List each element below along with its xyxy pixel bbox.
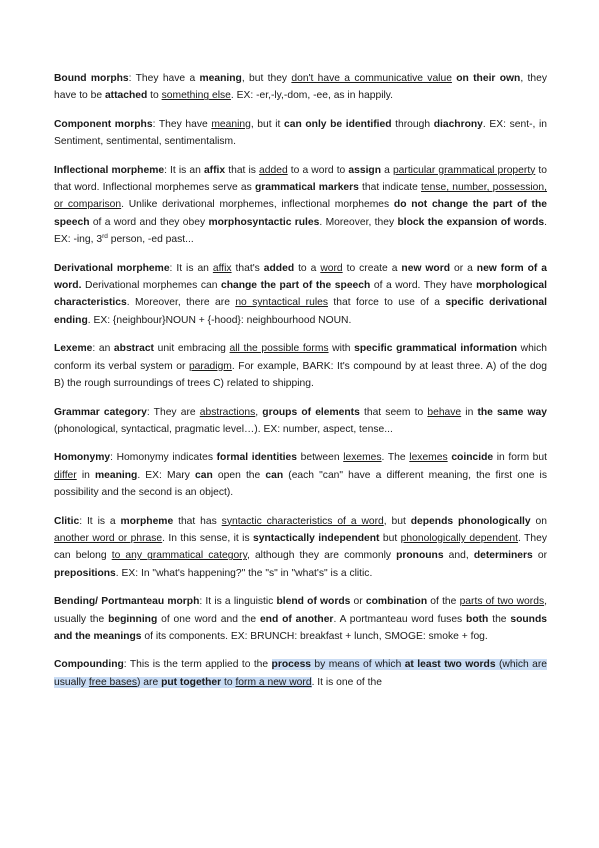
term-heading: Component morphs (54, 118, 153, 130)
text-run: in form but (493, 452, 547, 464)
text-run: . A portmanteau word fuses (333, 613, 467, 625)
text-run: depends phonologically (410, 515, 531, 527)
text-run: of a word and they obey (89, 216, 209, 228)
term-heading: Clitic (54, 515, 80, 527)
text-run: abstract (113, 343, 154, 355)
text-run: : It is a linguistic (199, 596, 277, 608)
text-run: particular grammatical property (392, 164, 536, 176)
term-heading: Bound morphs (54, 73, 129, 84)
text-run: . The (381, 452, 410, 464)
term-heading: Inflectional morpheme (54, 164, 165, 176)
text-run: through (391, 118, 434, 130)
definition-paragraph (54, 449, 547, 501)
text-run: end of another (259, 613, 334, 625)
text-run: at least two words (404, 659, 496, 671)
text-run: determiners (473, 550, 533, 562)
text-highlight[interactable] (235, 677, 311, 688)
text-run: . For example, BARK: It's compound by at least three. A) of the dog B) the rough surroundings of trees C) related to shipping. (54, 360, 548, 390)
text-run: that's (231, 262, 264, 274)
text-run: diachrony (433, 118, 483, 130)
text-run: , they have to be (54, 73, 547, 102)
text-run: : They have (152, 118, 212, 130)
text-run: added (259, 164, 288, 176)
definition-paragraph (54, 260, 547, 330)
text-run: word (320, 262, 343, 274)
term-heading: Derivational morpheme (54, 262, 170, 274)
text-highlight[interactable] (405, 659, 496, 670)
text-run: ) are (137, 676, 162, 688)
text-run: attached (104, 90, 148, 102)
definition-paragraph (54, 656, 547, 691)
text-run: and, (443, 550, 474, 562)
text-run: to (221, 676, 236, 688)
text-run: : It is an (164, 164, 204, 176)
text-run: both (466, 613, 489, 625)
text-run: person, -ed past... (107, 234, 194, 246)
text-run: to a word to (287, 164, 349, 176)
text-run: which conform its verbal system or (54, 343, 547, 372)
term-heading: Lexeme (54, 343, 93, 355)
definition-paragraph (54, 593, 547, 645)
text-run: . EX: {neighbour}NOUN + {-hood}: neighbourhood NOUN. (87, 314, 352, 326)
text-run: of one word and the (157, 613, 260, 625)
text-run: to (147, 90, 162, 102)
text-run: formal identities (216, 452, 297, 464)
text-run: (phonological, syntactical, pragmatic level…). EX: number, aspect, tense... (54, 423, 393, 435)
text-run: in (461, 406, 478, 418)
text-run: unit embracing (153, 343, 230, 355)
text-run: to create a (342, 262, 402, 274)
text-run: . EX: -ing, 3 (54, 216, 548, 246)
text-run: something else (161, 90, 231, 102)
definition-paragraph (54, 513, 547, 583)
text-run: to any grammatical category (111, 550, 247, 562)
text-run: all the possible forms (229, 343, 329, 355)
text-run: abstractions (199, 406, 256, 418)
text-run: lexemes (409, 452, 448, 464)
text-highlight[interactable] (221, 677, 235, 688)
text-run: with (328, 343, 355, 355)
text-highlight[interactable] (89, 677, 137, 688)
text-run: tense, number, possession, or comparison (54, 182, 548, 211)
text-run: : This is the term applied to the (123, 659, 272, 671)
text-run: block the expansion of words (397, 216, 545, 228)
text-run: don't have a communicative value (291, 73, 452, 84)
term-heading: Homonymy (54, 452, 111, 464)
text-run: . Unlike derivational morphemes, inflectional morphemes (121, 199, 394, 211)
text-run: rd (102, 233, 108, 241)
text-highlight[interactable] (272, 659, 312, 670)
term-heading: Compounding (54, 659, 124, 671)
text-run: combination (365, 596, 428, 608)
text-run: affix (203, 164, 226, 176)
text-run: syntactically independent (253, 532, 380, 544)
text-run: new form of a word. (54, 262, 548, 292)
text-run: morphosyntactic rules (208, 216, 320, 228)
text-run: the (488, 613, 511, 625)
definition-paragraph (54, 116, 547, 151)
text-run: phonologically dependent (400, 532, 519, 544)
text-run: that has (173, 515, 222, 527)
text-run: a (381, 164, 393, 176)
text-run: that is (225, 164, 260, 176)
text-run: of a word. They have (370, 280, 477, 292)
text-run: added (263, 262, 295, 274)
text-run: in (76, 469, 95, 481)
text-run: another word or phrase (54, 532, 163, 544)
text-run: . EX: sent-, in Sentiment, sentimental, sentimentalism. (54, 118, 547, 148)
text-run: on (530, 515, 547, 527)
term-heading: Bending/ Portmanteau morph (54, 596, 200, 608)
text-run: to that word. Inflectional morphemes serve as (54, 164, 548, 194)
text-run: . EX: In "what's happening?" the "s" in "what's" is a clitic. (115, 567, 373, 579)
text-run: specific grammatical information (354, 343, 518, 355)
text-run: . Moreover, there are (126, 297, 236, 309)
text-run: morpheme (120, 515, 174, 527)
text-run: specific derivational ending (54, 297, 547, 326)
text-run: grammatical markers (254, 182, 359, 194)
text-run: on their own (456, 73, 521, 84)
text-run: to a (294, 262, 321, 274)
text-run: , usually the (54, 596, 547, 625)
text-run: behave (427, 406, 462, 418)
text-highlight[interactable] (161, 677, 221, 688)
text-run: of its components. EX: BRUNCH: breakfast + lunch, SMOGE: smoke + fog. (141, 630, 488, 642)
text-run: can (265, 469, 284, 481)
text-run: morphological characteristics (54, 280, 548, 309)
text-run: that force to use of a (327, 297, 446, 309)
text-run: : It is an (169, 262, 213, 274)
text-run: , (255, 406, 263, 418)
text-run: . Moreover, they (319, 216, 398, 228)
text-run: or (532, 550, 548, 562)
text-run: Derivational morphemes can (81, 280, 221, 292)
text-run: meaning (94, 469, 138, 481)
text-run: no syntactical rules (235, 297, 328, 309)
term-heading: Grammar category (54, 406, 147, 418)
text-highlight[interactable] (137, 677, 161, 688)
text-run: : It is a (79, 515, 121, 527)
text-run: between (296, 452, 344, 464)
text-run: the same way (477, 406, 547, 418)
text-run: differ (54, 469, 77, 481)
definition-paragraph (54, 162, 547, 249)
text-run: . EX: Mary (137, 469, 196, 481)
text-run: but (379, 532, 401, 544)
text-run: . They can belong (54, 532, 547, 562)
text-run: . In this sense, it is (162, 532, 254, 544)
text-run: can only be identified (284, 118, 392, 130)
text-run: paradigm (188, 360, 232, 372)
text-run: affix (212, 262, 232, 274)
text-run: prepositions (54, 567, 116, 579)
text-run: blend of words (276, 596, 351, 608)
text-run: beginning (108, 613, 158, 625)
text-run: (which are usually (54, 659, 548, 688)
text-run: lexemes (343, 452, 382, 464)
text-run: or (350, 596, 366, 608)
text-run: sounds and the meanings (54, 613, 547, 642)
text-run: . It is one of the (311, 676, 382, 688)
text-run: meaning (199, 73, 242, 84)
text-run: : Homonymy indicates (110, 452, 217, 464)
text-run: process (271, 659, 312, 671)
text-run: , although they are commonly (247, 550, 397, 562)
definition-paragraph (54, 340, 547, 392)
text-run: : They are (146, 406, 200, 418)
text-run: put together (161, 676, 222, 688)
text-run: of the (427, 596, 460, 608)
text-run: free bases (88, 676, 138, 688)
text-run: do not change the part of the speech (54, 199, 547, 228)
definition-paragraph (54, 70, 547, 105)
text-run: , but (383, 515, 411, 527)
text-run: syntactic characteristics of a word (221, 515, 384, 527)
text-run: change the part of the speech (220, 280, 371, 292)
text-run: parts of two words (459, 596, 545, 608)
text-run: open the (212, 469, 266, 481)
text-run: , but it (250, 118, 284, 130)
text-run: that indicate (358, 182, 422, 194)
text-run: pronouns (396, 550, 444, 562)
text-run: groups of elements (262, 406, 360, 418)
text-run: can (195, 469, 213, 481)
text-run: or a (450, 262, 477, 274)
text-run: : an (92, 343, 114, 355)
text-run: by means of which (311, 659, 405, 671)
text-run: , but they (241, 73, 292, 84)
definition-paragraph (54, 404, 547, 439)
text-run: assign (348, 164, 382, 176)
text-run: : They have a (128, 73, 200, 84)
text-run: (each "can" have a different meaning, the first one is possibility and the second is an object). (54, 469, 547, 499)
text-run: form a new word (235, 676, 312, 688)
text-run: that seem to (359, 406, 428, 418)
text-highlight[interactable] (311, 659, 405, 670)
text-run: new word (401, 262, 451, 274)
text-run: coincide (451, 452, 494, 464)
text-run: . EX: -er,-ly,-dom, -ee, as in happily. (230, 90, 394, 102)
text-run: meaning (211, 118, 251, 130)
